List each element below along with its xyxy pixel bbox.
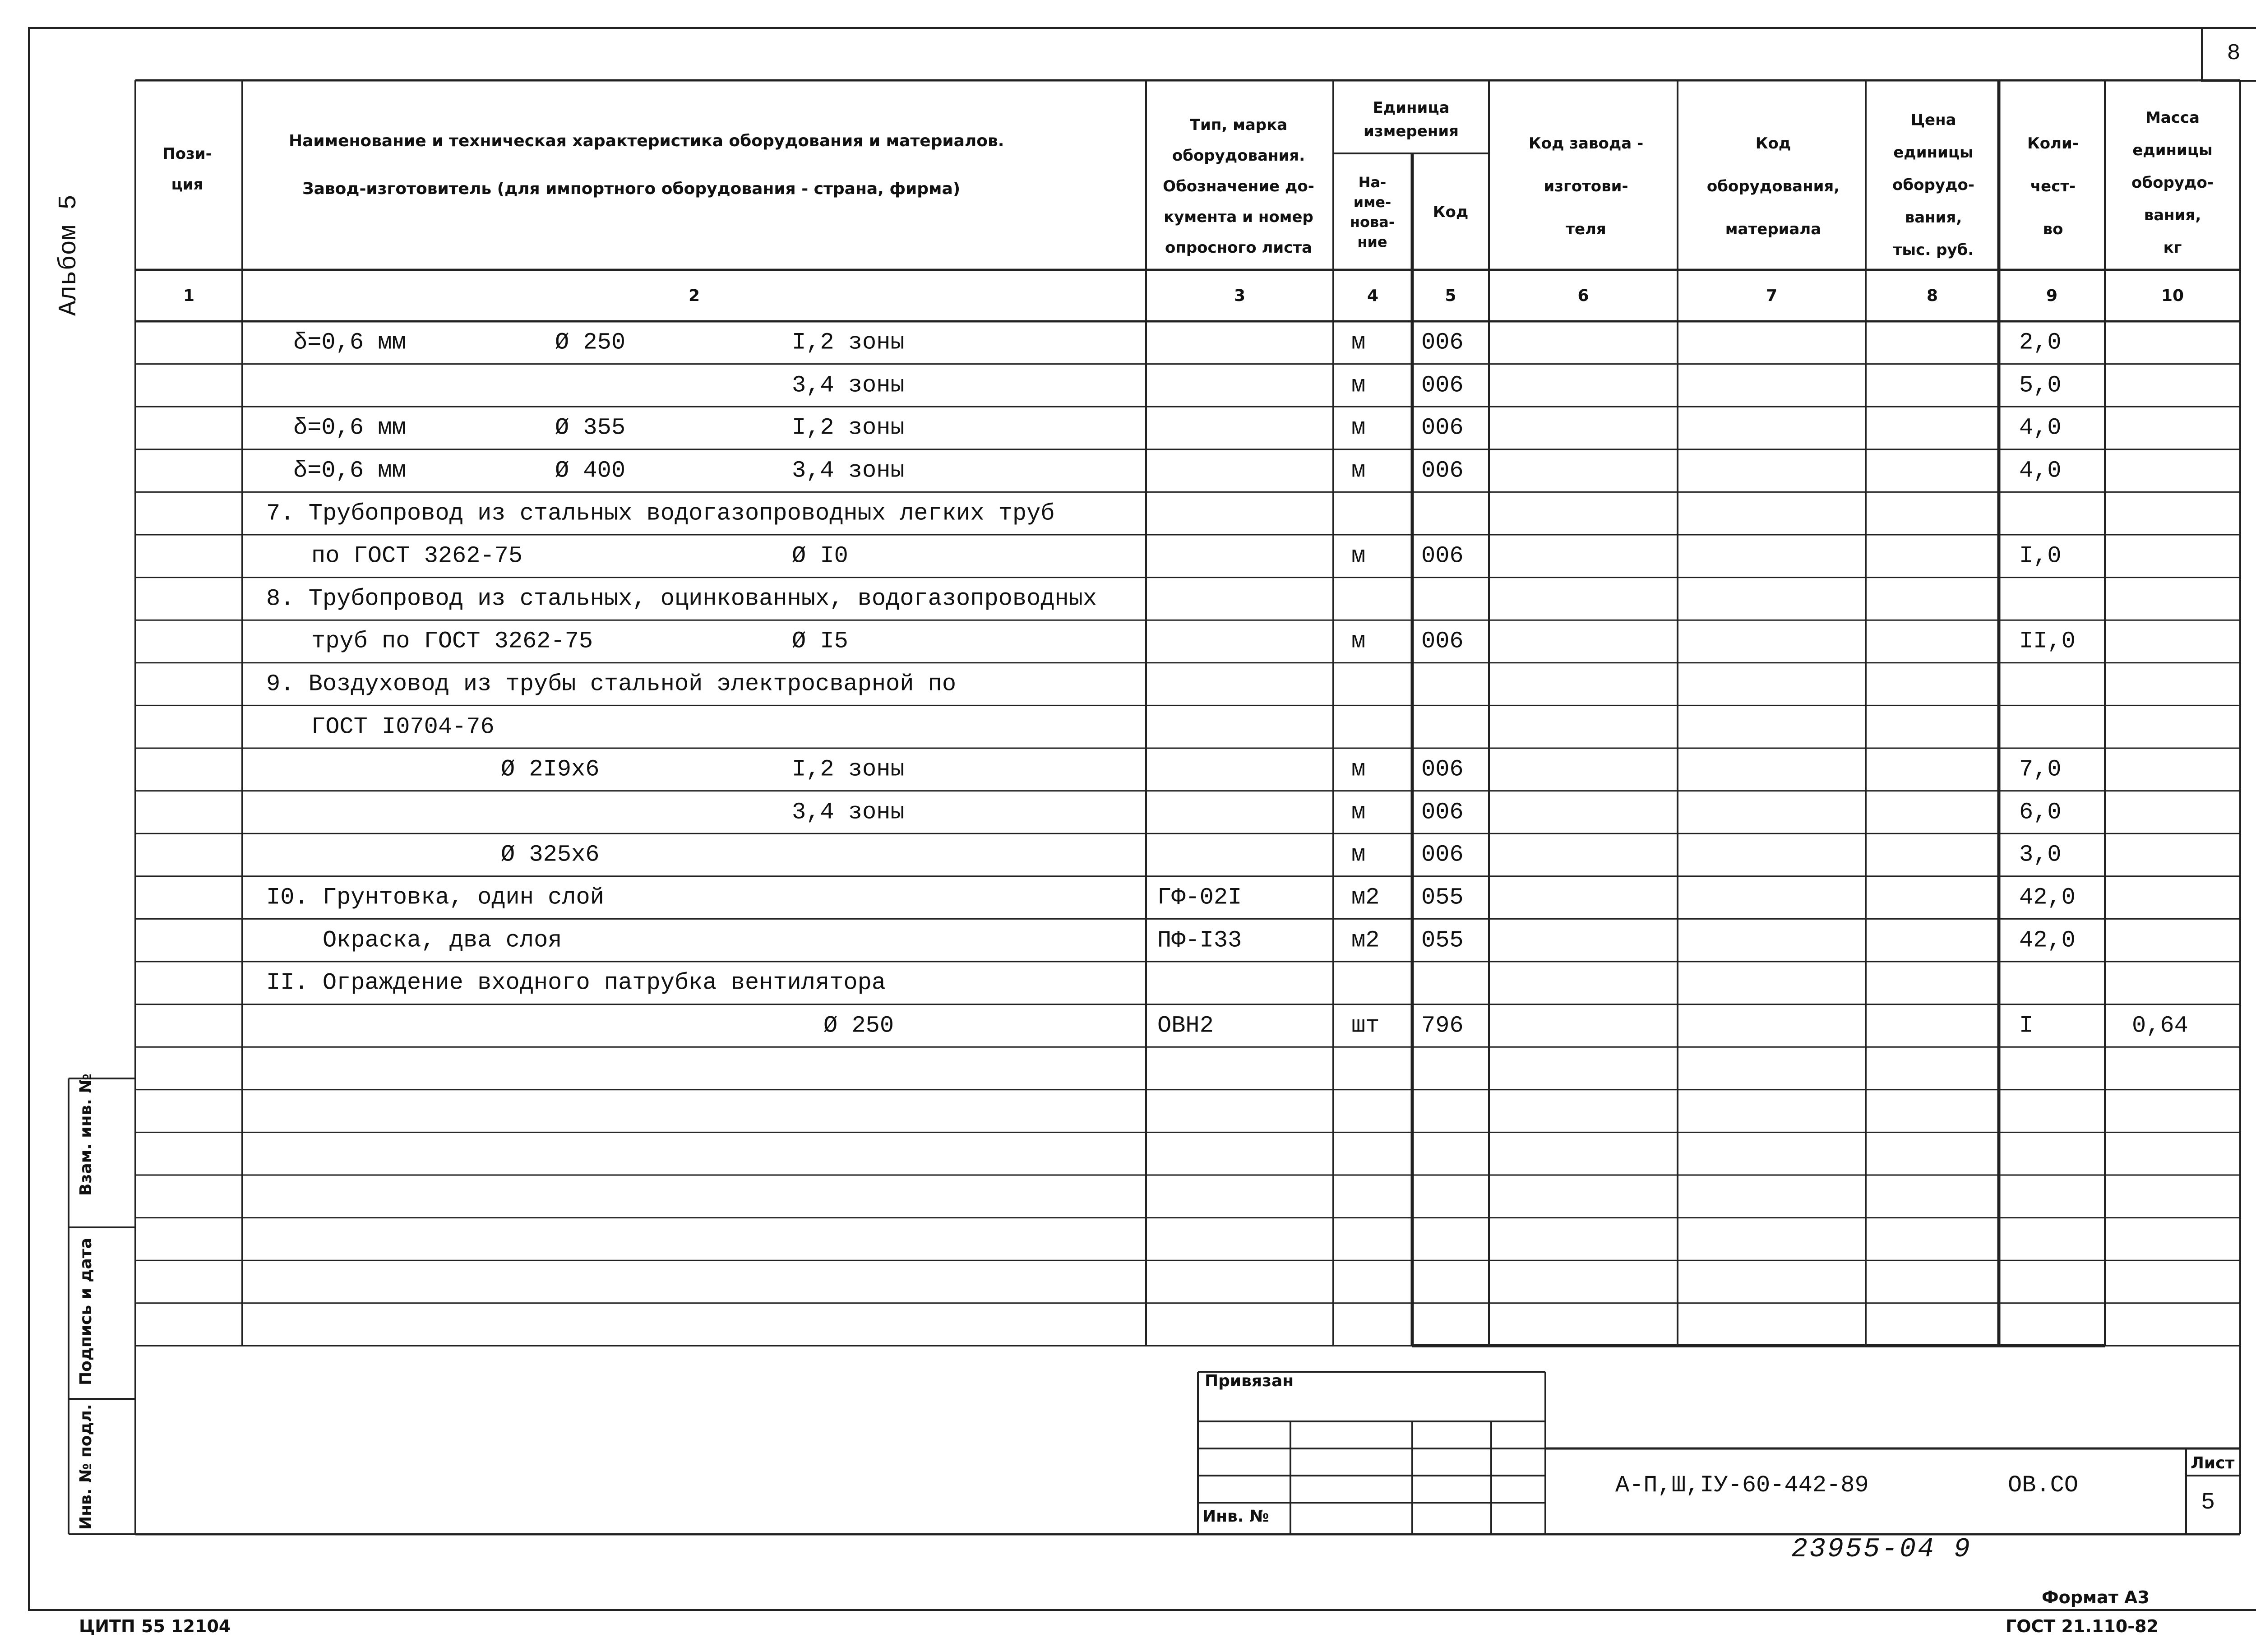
row-text-c: Ø I5	[792, 628, 848, 655]
row-type: ОВН2	[1157, 1012, 1214, 1039]
table-row	[135, 705, 2240, 748]
stamp-inv-no: Инв. №	[1202, 1507, 1269, 1526]
row-qty: I,0	[2019, 542, 2062, 569]
row-qty: 7,0	[2019, 756, 2062, 783]
column-number-2: 2	[688, 286, 700, 305]
header-col2-line1: Наименование и техническая характеристика оборудования и материалов.	[289, 132, 1004, 150]
row-text-c: I,2 зоны	[792, 414, 905, 441]
table-row	[135, 578, 2240, 620]
row-code: 796	[1421, 1012, 1464, 1039]
row-text-d: Ø 250	[823, 1012, 894, 1039]
row-qty: 4,0	[2019, 457, 2062, 484]
row-text-c: 3,4 зоны	[792, 799, 905, 826]
table-row	[135, 1004, 2240, 1047]
column-number-5: 5	[1445, 286, 1456, 305]
row-code: 006	[1421, 457, 1464, 484]
row-code: 006	[1421, 372, 1464, 399]
row-code: 006	[1421, 414, 1464, 441]
row-code: 006	[1421, 799, 1464, 826]
stamp-privyazan: Привязан	[1205, 1372, 1294, 1390]
table-row	[135, 407, 2240, 449]
page-number: 8	[2227, 41, 2241, 66]
table-row	[135, 449, 2240, 492]
row-text-b: Ø 2I9x6	[501, 756, 600, 783]
table-row	[135, 833, 2240, 876]
row-qty: 2,0	[2019, 329, 2062, 356]
row-text-c: 3,4 зоны	[792, 372, 905, 399]
row-unit: м	[1351, 372, 1366, 399]
side-label-vzam: Взам. инв. №	[77, 1074, 95, 1196]
column-number-7: 7	[1766, 286, 1778, 305]
header-col2-line2: Завод-изготовитель (для импортного оборудования - страна, фирма)	[302, 180, 961, 198]
row-unit: м	[1351, 799, 1366, 826]
row-title: I0. Грунтовка, один слой	[266, 884, 604, 911]
row-unit: м	[1351, 457, 1366, 484]
header-col3: Тип, марка оборудования. Обозначение до- кумента и номер опросного листа	[1163, 116, 1314, 257]
row-text-a: δ=0,6 мм	[293, 329, 406, 356]
row-unit: м2	[1351, 884, 1380, 911]
table-row	[135, 791, 2240, 834]
row-text-b: Ø 250	[555, 329, 626, 356]
row-code: 006	[1421, 542, 1464, 569]
column-number-6: 6	[1577, 286, 1589, 305]
row-qty: 6,0	[2019, 799, 2062, 826]
row-qty: II,0	[2019, 628, 2076, 655]
column-number-3: 3	[1234, 286, 1246, 305]
stamp-doc-code: А-П,Ш,IУ-60-442-89	[1615, 1472, 1869, 1499]
row-title: 8. Трубопровод из стальных, оцинкованных, водогазопроводных	[266, 585, 1097, 612]
stamp-sheet-number: 5	[2201, 1489, 2215, 1516]
row-code: 006	[1421, 756, 1464, 783]
header-col8: Цена единицы оборудо- вания, тыс. руб.	[1892, 111, 1974, 259]
row-unit: шт	[1351, 1012, 1380, 1039]
header-col5: Код	[1433, 203, 1469, 221]
row-unit: м2	[1351, 927, 1380, 954]
table-row	[135, 321, 2240, 364]
table-row	[135, 919, 2240, 962]
footer-right: ГОСТ 21.110-82	[2006, 1616, 2159, 1636]
row-code: 055	[1421, 927, 1464, 954]
row-qty: 5,0	[2019, 372, 2062, 399]
row-unit: м	[1351, 542, 1366, 569]
table-row	[135, 1260, 2240, 1303]
table-row	[135, 364, 2240, 407]
row-code: 006	[1421, 329, 1464, 356]
row-text-a: δ=0,6 мм	[293, 457, 406, 484]
column-number-1: 1	[183, 286, 195, 305]
row-text-a: δ=0,6 мм	[293, 414, 406, 441]
header-col10: Масса единицы оборудо- вания, кг	[2131, 109, 2214, 257]
row-code: 006	[1421, 841, 1464, 868]
footer-left: ЦИТП 55 12104	[79, 1616, 231, 1636]
row-text-a: ГОСТ I0704-76	[311, 713, 495, 740]
row-type: ПФ-I33	[1157, 927, 1242, 954]
row-title: II. Ограждение входного патрубка вентилятора	[266, 969, 886, 996]
header-col6: Код завода - изготови- теля	[1528, 134, 1644, 238]
row-text-b: Ø 400	[555, 457, 626, 484]
row-unit: м	[1351, 329, 1366, 356]
column-number-4: 4	[1367, 286, 1379, 305]
row-code: 055	[1421, 884, 1464, 911]
row-unit: м	[1351, 756, 1366, 783]
row-unit: м	[1351, 841, 1366, 868]
row-qty: 4,0	[2019, 414, 2062, 441]
row-text-c: I,2 зоны	[792, 329, 905, 356]
row-title: 7. Трубопровод из стальных водогазопроводных легких труб	[266, 500, 1055, 527]
row-mass: 0,64	[2132, 1012, 2188, 1039]
row-type: ГФ-02I	[1157, 884, 1242, 911]
table-row	[135, 1303, 2240, 1346]
row-text-c: Ø I0	[792, 542, 848, 569]
side-label-podpis: Подпись и дата	[77, 1238, 95, 1385]
row-text-c: I,2 зоны	[792, 756, 905, 783]
row-title: 9. Воздуховод из трубы стальной электросварной по	[266, 671, 957, 698]
table-row	[135, 663, 2240, 706]
album-label: Альбом 5	[54, 194, 83, 316]
row-text-a: труб по ГОСТ 3262-75	[311, 628, 593, 655]
row-text-a: Окраска, два слоя	[323, 927, 562, 954]
column-number-8: 8	[1926, 286, 1938, 305]
table-row	[135, 1218, 2240, 1261]
row-text-c: 3,4 зоны	[792, 457, 905, 484]
table-row	[135, 492, 2240, 535]
column-number-9: 9	[2046, 286, 2058, 305]
table-row	[135, 1047, 2240, 1090]
stamp-mark: ОВ.СО	[2008, 1472, 2079, 1499]
table-row	[135, 1132, 2240, 1175]
column-number-10: 10	[2161, 286, 2184, 305]
row-code: 006	[1421, 628, 1464, 655]
stamp-sheet-label: Лист	[2191, 1454, 2235, 1472]
row-qty: 42,0	[2019, 884, 2076, 911]
header-col7: Код оборудования, материала	[1706, 134, 1840, 238]
row-unit: м	[1351, 628, 1366, 655]
row-text-b: Ø 325x6	[501, 841, 600, 868]
header-col9: Коли- чест- во	[2027, 134, 2079, 238]
row-unit: м	[1351, 414, 1366, 441]
table-row	[135, 620, 2240, 663]
row-qty: 42,0	[2019, 927, 2076, 954]
header-col45: Единица измерения	[1364, 99, 1459, 140]
row-text-b: Ø 355	[555, 414, 626, 441]
table-row	[135, 748, 2240, 791]
table-row	[135, 1090, 2240, 1133]
table-row	[135, 535, 2240, 578]
header-col4: На- име- нова- ние	[1350, 174, 1395, 250]
header-col1: Пози- ция	[162, 145, 212, 194]
row-qty: I	[2019, 1012, 2034, 1039]
table-row	[135, 962, 2240, 1004]
side-label-inv-podl: Инв. № подл.	[77, 1404, 95, 1530]
row-qty: 3,0	[2019, 841, 2062, 868]
table-row	[135, 876, 2240, 919]
handwritten-number: 23955-04 9	[1791, 1534, 1972, 1565]
footer-format: Формат А3	[2042, 1587, 2150, 1607]
table-row	[135, 1175, 2240, 1218]
row-text-a: по ГОСТ 3262-75	[311, 542, 523, 569]
